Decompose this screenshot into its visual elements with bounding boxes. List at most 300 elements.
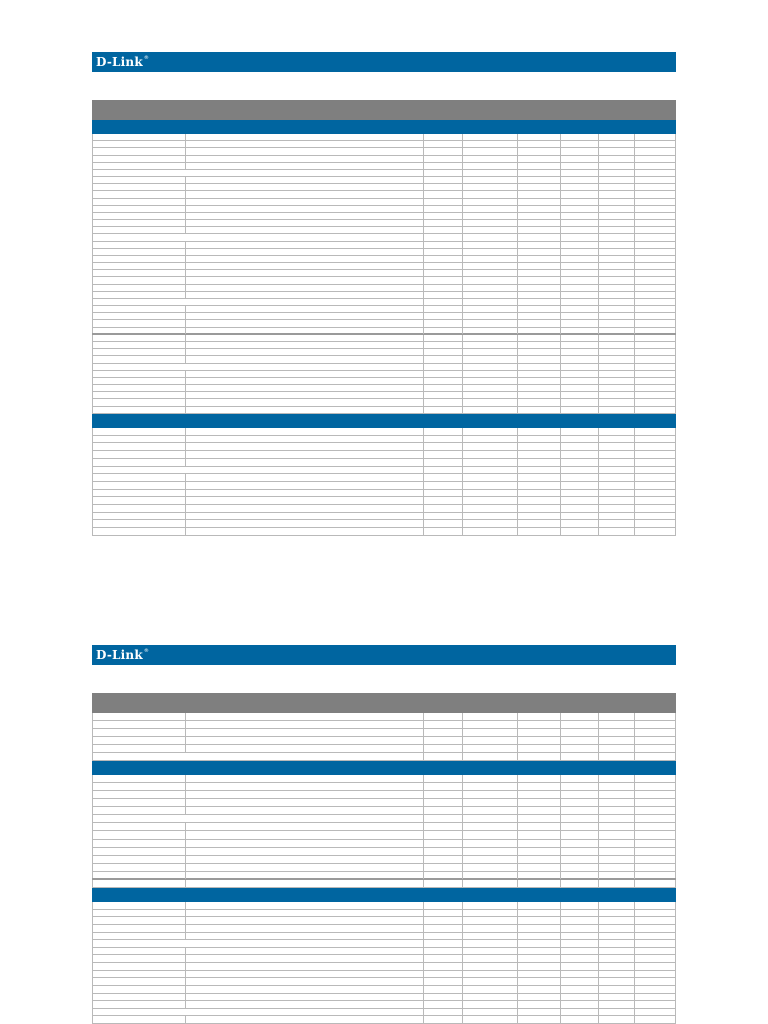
table-cell-divider <box>185 807 186 815</box>
table-cell-divider <box>185 399 186 406</box>
table-cell-divider <box>185 823 186 831</box>
table-cell-divider <box>423 721 424 729</box>
table-cell-divider <box>634 971 635 979</box>
table-cell-divider <box>560 1001 561 1009</box>
table-cell-divider <box>517 880 518 888</box>
table-cell-divider <box>598 428 599 436</box>
table-cell-divider <box>560 497 561 505</box>
table-cell-divider <box>462 963 463 971</box>
table-cell-divider <box>560 528 561 536</box>
table-cell-divider <box>634 528 635 536</box>
table-cell-divider <box>185 371 186 378</box>
table-cell-divider <box>560 910 561 918</box>
table-cell-divider <box>185 910 186 918</box>
table-cell-divider <box>462 505 463 513</box>
table-row <box>92 729 676 737</box>
table-cell-divider <box>423 497 424 505</box>
table-cell-divider <box>517 443 518 451</box>
table-cell-divider <box>185 428 186 436</box>
table-cell-divider <box>185 328 186 334</box>
table-cell-divider <box>462 497 463 505</box>
table-cell-divider <box>423 349 424 356</box>
table-cell-divider <box>517 815 518 823</box>
table-row <box>92 933 676 941</box>
table-cell-divider <box>185 392 186 399</box>
table-cell-divider <box>560 1009 561 1017</box>
table-cell-divider <box>462 378 463 385</box>
table-cell-divider <box>462 713 463 721</box>
table-cell-divider <box>634 191 635 198</box>
table-cell-divider <box>462 791 463 799</box>
table-cell-divider <box>598 505 599 513</box>
table-cell-divider <box>423 474 424 482</box>
table-row <box>92 451 676 459</box>
table-cell-divider <box>462 349 463 356</box>
table-cell-divider <box>185 436 186 444</box>
brand-header-bar <box>92 52 676 72</box>
section-header-band <box>92 761 676 775</box>
table-cell-divider <box>634 955 635 963</box>
table-cell-divider <box>423 737 424 745</box>
table-cell-divider <box>634 364 635 371</box>
table-cell-divider <box>462 799 463 807</box>
table-row <box>92 963 676 971</box>
table-cell-divider <box>462 385 463 392</box>
table-cell-divider <box>598 459 599 467</box>
table-cell-divider <box>560 428 561 436</box>
table-cell-divider <box>598 978 599 986</box>
table-cell-divider <box>517 783 518 791</box>
table-cell-divider <box>560 234 561 241</box>
table-cell-divider <box>517 856 518 864</box>
table-cell-divider <box>560 815 561 823</box>
table-cell-divider <box>598 256 599 263</box>
table-cell-divider <box>462 1016 463 1024</box>
table-row <box>92 721 676 729</box>
table-cell-divider <box>423 467 424 475</box>
table-cell-divider <box>598 467 599 475</box>
table-cell-divider <box>185 256 186 263</box>
table-cell-divider <box>560 864 561 872</box>
table-cell-divider <box>423 242 424 249</box>
table-cell-divider <box>423 177 424 184</box>
table-cell-divider <box>185 177 186 184</box>
d-link-logo: D-Link® <box>96 648 150 662</box>
table-cell-divider <box>598 528 599 536</box>
table-cell-divider <box>517 872 518 879</box>
table-cell-divider <box>462 721 463 729</box>
table-cell-divider <box>423 141 424 148</box>
table-cell-divider <box>634 1016 635 1024</box>
table-cell-divider <box>517 213 518 220</box>
table-cell-divider <box>634 978 635 986</box>
table-cell-divider <box>598 270 599 277</box>
table-cell-divider <box>423 955 424 963</box>
table-cell-divider <box>560 505 561 513</box>
table-cell-divider <box>560 948 561 956</box>
table-row <box>92 467 676 475</box>
table-cell-divider <box>634 823 635 831</box>
table-cell-divider <box>560 848 561 856</box>
table-cell-divider <box>423 148 424 155</box>
table-cell-divider <box>185 191 186 198</box>
table-cell-divider <box>462 227 463 234</box>
table-row <box>92 925 676 933</box>
table-row <box>92 856 676 864</box>
table-cell-divider <box>517 925 518 933</box>
table-row <box>92 242 676 249</box>
table-row <box>92 831 676 839</box>
table-row <box>92 799 676 807</box>
table-cell-divider <box>634 270 635 277</box>
table-cell-divider <box>185 342 186 349</box>
table-cell-divider <box>560 520 561 528</box>
table-cell-divider <box>423 729 424 737</box>
table-cell-divider <box>423 864 424 872</box>
table-cell-divider <box>560 823 561 831</box>
table-cell-divider <box>598 737 599 745</box>
table-cell-divider <box>462 948 463 956</box>
table-row <box>92 520 676 528</box>
table-cell-divider <box>423 277 424 284</box>
table-cell-divider <box>185 227 186 234</box>
table-row <box>92 840 676 848</box>
table-cell-divider <box>560 206 561 213</box>
table-cell-divider <box>462 745 463 753</box>
table-cell-divider <box>598 910 599 918</box>
table-row <box>92 320 676 327</box>
table-cell-divider <box>185 925 186 933</box>
table-cell-divider <box>517 428 518 436</box>
table-cell-divider <box>462 1001 463 1009</box>
table-cell-divider <box>560 513 561 521</box>
table-cell-divider <box>462 234 463 241</box>
table-cell-divider <box>560 872 561 879</box>
table-cell-divider <box>185 775 186 783</box>
table-row <box>92 910 676 918</box>
table-cell-divider <box>634 263 635 270</box>
table-cell-divider <box>634 184 635 191</box>
table-cell-divider <box>560 177 561 184</box>
table-cell-divider <box>517 141 518 148</box>
table-cell-divider <box>560 713 561 721</box>
table-cell-divider <box>598 163 599 170</box>
table-cell-divider <box>423 306 424 313</box>
table-row <box>92 994 676 1002</box>
table-cell-divider <box>423 840 424 848</box>
table-cell-divider <box>560 1016 561 1024</box>
table-cell-divider <box>560 227 561 234</box>
table-cell-divider <box>560 490 561 498</box>
table-row <box>92 737 676 745</box>
table-cell-divider <box>598 880 599 888</box>
table-cell-divider <box>598 134 599 141</box>
table-cell-divider <box>423 313 424 320</box>
table-cell-divider <box>423 170 424 177</box>
table-cell-divider <box>598 721 599 729</box>
table-cell-divider <box>517 910 518 918</box>
table-cell-divider <box>423 356 424 363</box>
table-cell-divider <box>517 513 518 521</box>
section-header-band <box>92 120 676 134</box>
table-cell-divider <box>634 163 635 170</box>
table-cell-divider <box>560 328 561 334</box>
table-row <box>92 263 676 270</box>
table-cell-divider <box>634 856 635 864</box>
table-cell-divider <box>423 910 424 918</box>
table-cell-divider <box>517 459 518 467</box>
table-cell-divider <box>462 753 463 761</box>
table-cell-divider <box>423 371 424 378</box>
table-cell-divider <box>560 148 561 155</box>
table-cell-divider <box>634 807 635 815</box>
table-cell-divider <box>185 902 186 910</box>
table-cell-divider <box>598 513 599 521</box>
spec-table <box>92 902 676 1024</box>
table-cell-divider <box>423 520 424 528</box>
table-cell-divider <box>423 156 424 163</box>
table-cell-divider <box>598 148 599 155</box>
table-cell-divider <box>185 242 186 249</box>
table-cell-divider <box>185 270 186 277</box>
table-cell-divider <box>634 513 635 521</box>
table-cell-divider <box>185 994 186 1002</box>
table-cell-divider <box>517 364 518 371</box>
table-cell-divider <box>462 356 463 363</box>
table-cell-divider <box>517 753 518 761</box>
table-cell-divider <box>462 170 463 177</box>
table-cell-divider <box>560 313 561 320</box>
table-cell-divider <box>517 356 518 363</box>
table-cell-divider <box>517 917 518 925</box>
table-cell-divider <box>517 285 518 292</box>
table-cell-divider <box>560 320 561 327</box>
table-cell-divider <box>185 184 186 191</box>
table-row <box>92 917 676 925</box>
table-cell-divider <box>517 948 518 956</box>
table-cell-divider <box>462 407 463 414</box>
table-cell-divider <box>560 342 561 349</box>
table-row <box>92 880 676 888</box>
table-cell-divider <box>598 864 599 872</box>
table-cell-divider <box>598 285 599 292</box>
table-cell-divider <box>517 191 518 198</box>
table-cell-divider <box>598 184 599 191</box>
table-cell-divider <box>517 292 518 299</box>
table-row <box>92 392 676 399</box>
table-cell-divider <box>517 799 518 807</box>
table-cell-divider <box>598 520 599 528</box>
table-cell-divider <box>598 385 599 392</box>
table-cell-divider <box>560 199 561 206</box>
table-cell-divider <box>634 917 635 925</box>
table-cell-divider <box>560 335 561 342</box>
table-cell-divider <box>517 199 518 206</box>
table-cell-divider <box>462 399 463 406</box>
table-cell-divider <box>634 745 635 753</box>
table-cell-divider <box>185 306 186 313</box>
table-cell-divider <box>423 505 424 513</box>
table-cell-divider <box>517 184 518 191</box>
table-cell-divider <box>185 856 186 864</box>
spec-table <box>92 428 676 536</box>
table-row <box>92 807 676 815</box>
table-cell-divider <box>517 1009 518 1017</box>
table-row <box>92 170 676 177</box>
table-cell-divider <box>462 134 463 141</box>
table-cell-divider <box>185 955 186 963</box>
table-cell-divider <box>423 925 424 933</box>
table-cell-divider <box>185 737 186 745</box>
table-cell-divider <box>598 497 599 505</box>
table-row <box>92 378 676 385</box>
table-cell-divider <box>598 482 599 490</box>
section-header-band <box>92 414 676 428</box>
table-row <box>92 775 676 783</box>
table-cell-divider <box>634 910 635 918</box>
table-row <box>92 1001 676 1009</box>
table-cell-divider <box>185 213 186 220</box>
table-cell-divider <box>634 148 635 155</box>
table-cell-divider <box>560 213 561 220</box>
table-cell-divider <box>423 263 424 270</box>
table-cell-divider <box>560 482 561 490</box>
table-cell-divider <box>560 880 561 888</box>
table-cell-divider <box>423 335 424 342</box>
table-cell-divider <box>598 191 599 198</box>
table-cell-divider <box>560 407 561 414</box>
table-title-bar <box>92 100 676 120</box>
table-cell-divider <box>598 917 599 925</box>
table-cell-divider <box>517 263 518 270</box>
table-cell-divider <box>423 206 424 213</box>
table-cell-divider <box>634 799 635 807</box>
table-cell-divider <box>185 199 186 206</box>
table-row <box>92 505 676 513</box>
table-row <box>92 864 676 872</box>
table-cell-divider <box>560 807 561 815</box>
table-cell-divider <box>462 199 463 206</box>
table-cell-divider <box>634 407 635 414</box>
table-cell-divider <box>634 963 635 971</box>
table-cell-divider <box>423 856 424 864</box>
table-cell-divider <box>462 184 463 191</box>
table-row <box>92 306 676 313</box>
table-cell-divider <box>517 148 518 155</box>
table-cell-divider <box>560 385 561 392</box>
table-cell-divider <box>598 1016 599 1024</box>
table-row <box>92 292 676 299</box>
table-cell-divider <box>423 134 424 141</box>
table-cell-divider <box>185 263 186 270</box>
table-cell-divider <box>634 313 635 320</box>
table-row <box>92 474 676 482</box>
table-cell-divider <box>598 474 599 482</box>
table-cell-divider <box>598 872 599 879</box>
table-cell-divider <box>517 1001 518 1009</box>
table-cell-divider <box>462 880 463 888</box>
table-cell-divider <box>462 856 463 864</box>
table-cell-divider <box>517 823 518 831</box>
table-cell-divider <box>517 385 518 392</box>
table-cell-divider <box>517 978 518 986</box>
table-row <box>92 1009 676 1017</box>
table-cell-divider <box>423 940 424 948</box>
table-row <box>92 134 676 141</box>
table-cell-divider <box>634 986 635 994</box>
table-row <box>92 371 676 378</box>
table-cell-divider <box>598 199 599 206</box>
table-cell-divider <box>634 335 635 342</box>
table-cell-divider <box>560 986 561 994</box>
table-cell-divider <box>634 170 635 177</box>
table-cell-divider <box>462 459 463 467</box>
table-cell-divider <box>517 299 518 306</box>
table-row <box>92 459 676 467</box>
table-row <box>92 872 676 880</box>
table-cell-divider <box>634 994 635 1002</box>
table-cell-divider <box>598 925 599 933</box>
table-cell-divider <box>598 713 599 721</box>
table-cell-divider <box>560 256 561 263</box>
table-cell-divider <box>598 364 599 371</box>
table-cell-divider <box>634 213 635 220</box>
table-cell-divider <box>560 474 561 482</box>
table-cell-divider <box>634 840 635 848</box>
table-cell-divider <box>634 721 635 729</box>
table-row <box>92 277 676 284</box>
table-row <box>92 902 676 910</box>
table-cell-divider <box>185 513 186 521</box>
table-cell-divider <box>598 213 599 220</box>
table-cell-divider <box>560 163 561 170</box>
table-cell-divider <box>185 443 186 451</box>
table-cell-divider <box>185 156 186 163</box>
table-cell-divider <box>634 815 635 823</box>
table-cell-divider <box>185 971 186 979</box>
table-cell-divider <box>423 320 424 327</box>
table-cell-divider <box>462 925 463 933</box>
table-cell-divider <box>462 978 463 986</box>
table-cell-divider <box>462 823 463 831</box>
table-cell-divider <box>462 528 463 536</box>
table-cell-divider <box>423 994 424 1002</box>
table-cell-divider <box>185 745 186 753</box>
table-cell-divider <box>185 783 186 791</box>
table-cell-divider <box>423 753 424 761</box>
table-cell-divider <box>560 729 561 737</box>
table-cell-divider <box>634 356 635 363</box>
table-cell-divider <box>185 163 186 170</box>
table-row <box>92 234 676 241</box>
table-cell-divider <box>560 299 561 306</box>
table-cell-divider <box>462 910 463 918</box>
table-cell-divider <box>462 902 463 910</box>
table-cell-divider <box>517 729 518 737</box>
table-cell-divider <box>598 948 599 956</box>
table-cell-divider <box>560 285 561 292</box>
table-cell-divider <box>185 320 186 327</box>
table-cell-divider <box>634 220 635 227</box>
table-cell-divider <box>423 872 424 879</box>
table-cell-divider <box>634 1001 635 1009</box>
table-cell-divider <box>634 783 635 791</box>
table-cell-divider <box>462 270 463 277</box>
table-cell-divider <box>560 451 561 459</box>
table-cell-divider <box>517 313 518 320</box>
table-cell-divider <box>423 451 424 459</box>
table-cell-divider <box>517 791 518 799</box>
